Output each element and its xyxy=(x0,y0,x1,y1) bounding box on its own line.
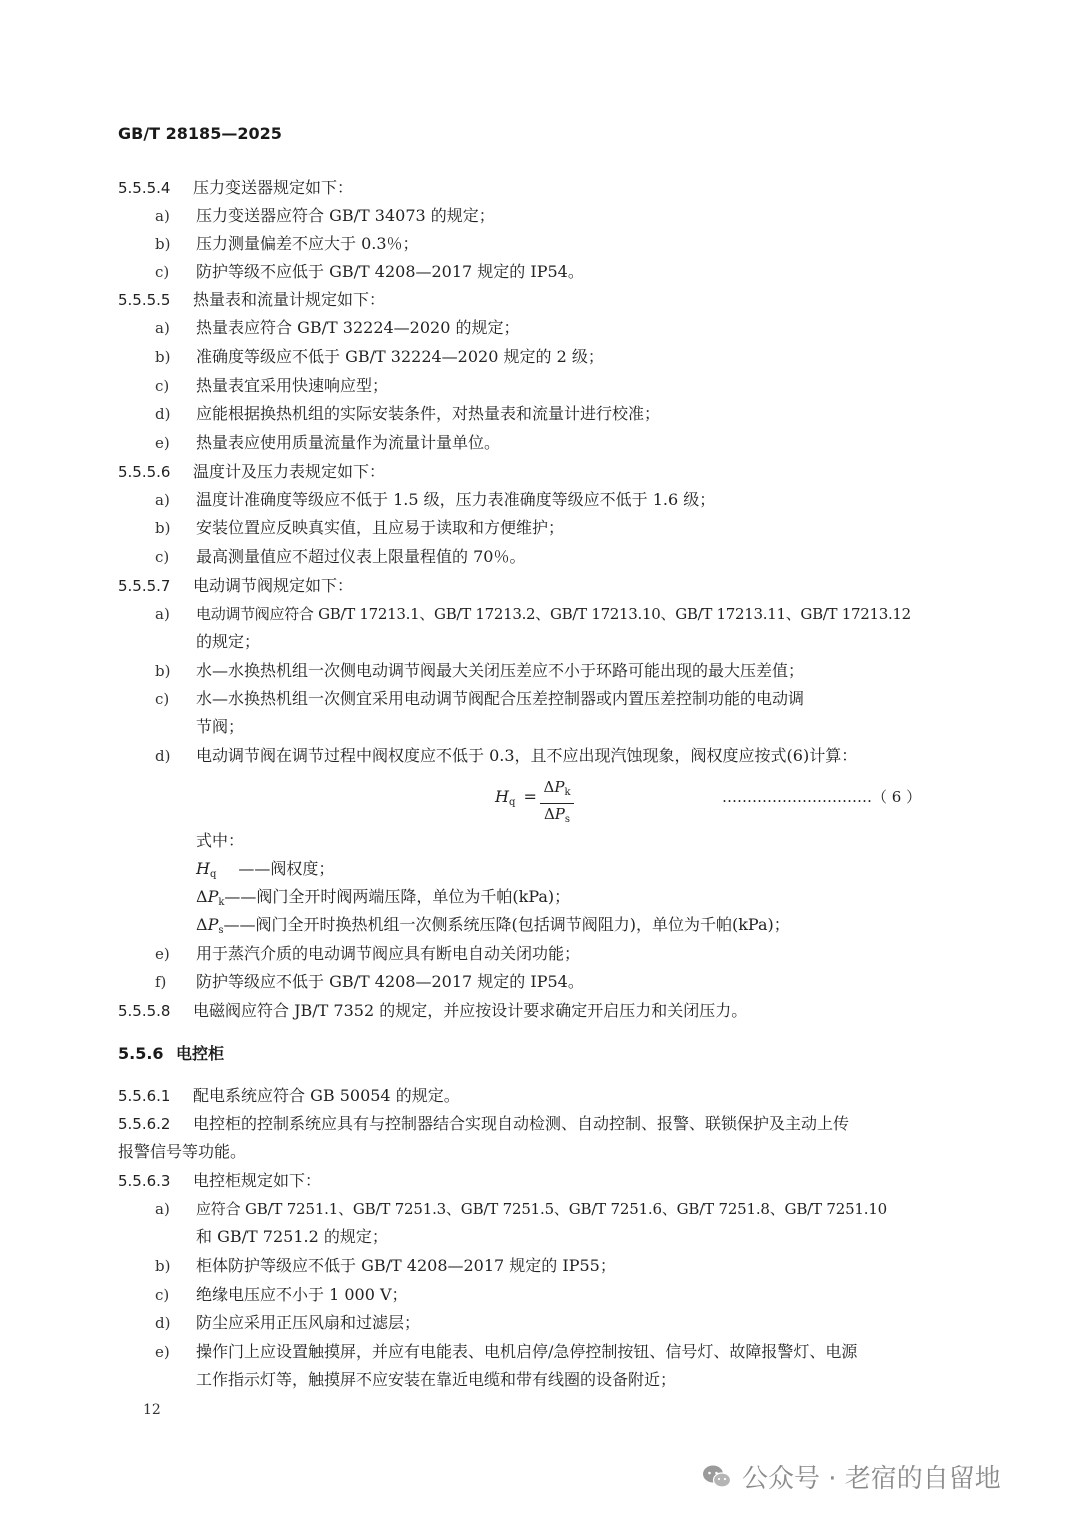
standard-number: GB/T 28185—2025 xyxy=(118,124,282,143)
list-item: 水—水换热机组一次侧电动调节阀最大关闭压差应不小于环路可能出现的最大压差值； xyxy=(196,661,805,680)
item-label: d) xyxy=(155,405,171,423)
list-item-continued: 节阀； xyxy=(196,717,245,736)
list-item: 最高测量值应不超过仪表上限量程值的 70％。 xyxy=(196,547,526,566)
section-title: 电控柜 xyxy=(176,1044,225,1063)
item-label: a) xyxy=(155,207,170,225)
wechat-icon xyxy=(702,1464,732,1490)
formula-equals: = xyxy=(523,787,537,806)
list-item: 温度计准确度等级应不低于 1.5 级，压力表准确度等级应不低于 1.6 级； xyxy=(196,490,716,509)
clause-number: 5.5.5.6 xyxy=(118,463,171,481)
symbol-definition: $H_q$ ——阀权度； xyxy=(196,859,335,880)
list-item: 防护等级应不低于 GB/T 4208—2017 规定的 IP54。 xyxy=(196,972,584,991)
list-item: 压力变送器应符合 GB/T 34073 的规定； xyxy=(196,206,495,225)
symbol-definition: $\Delta P_k——$阀门全开时阀两端压降，单位为千帕(kPa)； xyxy=(196,887,571,908)
list-item: 应能根据换热机组的实际安装条件，对热量表和流量计进行校准； xyxy=(196,404,661,423)
symbol-definition: $\Delta P_s——$阀门全开时换热机组一次侧系统压降(包括调节阀阻力)，单位为千帕(kPa)； xyxy=(196,915,790,936)
clause-number: 5.5.5.7 xyxy=(118,577,171,595)
item-label: a) xyxy=(155,319,170,337)
list-item-continued: 和 GB/T 7251.2 的规定； xyxy=(196,1227,388,1246)
item-label: c) xyxy=(155,263,170,281)
clause-number: 5.5.6.1 xyxy=(118,1087,171,1105)
clause-title: 电控柜规定如下： xyxy=(193,1171,322,1190)
list-item: 用于蒸汽介质的电动调节阀应具有断电自动关闭功能； xyxy=(196,944,581,963)
clause-text: 配电系统应符合 GB 50054 的规定。 xyxy=(193,1086,460,1105)
formula-denominator: $\Delta P_s$ xyxy=(543,805,571,825)
item-label: d) xyxy=(155,1314,171,1332)
clause-text: 电控柜的控制系统应具有与控制器结合实现自动检测、自动控制、报警、联锁保护及主动上传 xyxy=(193,1114,850,1133)
list-item-continued: 的规定； xyxy=(196,632,261,651)
list-item: 防护等级不应低于 GB/T 4208—2017 规定的 IP54。 xyxy=(196,262,584,281)
clause-number: 5.5.6.3 xyxy=(118,1172,171,1190)
clause-title: 电动调节阀规定如下： xyxy=(193,576,354,595)
item-label: c) xyxy=(155,377,170,395)
page-number: 12 xyxy=(143,1402,161,1418)
clause-number: 5.5.5.5 xyxy=(118,291,171,309)
item-label: d) xyxy=(155,747,171,765)
item-label: a) xyxy=(155,1200,170,1218)
section-number: 5.5.6 xyxy=(118,1044,164,1063)
where-label: 式中： xyxy=(196,831,245,850)
list-item: 电动调节阀应符合 GB/T 17213.1、GB/T 17213.2、GB/T 17213.10、GB/T 17213.11、GB/T 17213.12 xyxy=(196,605,911,623)
clause-text-continued: 报警信号等功能。 xyxy=(118,1142,247,1161)
formula-subscript: q xyxy=(508,797,516,808)
formula-fraction xyxy=(540,778,574,829)
formula-numerator: $\Delta P_k$ xyxy=(543,778,571,798)
clause-text: 电磁阀应符合 JB/T 7352 的规定，并应按设计要求确定开启压力和关闭压力。 xyxy=(193,1001,748,1020)
clause-title: 压力变送器规定如下： xyxy=(193,178,354,197)
item-label: f) xyxy=(155,973,167,991)
item-label: b) xyxy=(155,519,171,537)
equation-number: …………………………（ 6 ） xyxy=(722,788,922,806)
item-label: b) xyxy=(155,1257,171,1275)
list-item: 水—水换热机组一次侧宜采用电动调节阀配合压差控制器或内置压差控制功能的电动调 xyxy=(196,689,805,708)
list-item: 柜体防护等级应不低于 GB/T 4208—2017 规定的 IP55； xyxy=(196,1256,616,1275)
list-item: 热量表应符合 GB/T 32224—2020 的规定； xyxy=(196,318,520,337)
list-item: 安装位置应反映真实值，且应易于读取和方便维护； xyxy=(196,518,565,537)
clause-title: 温度计及压力表规定如下： xyxy=(193,462,386,481)
list-item: 热量表宜采用快速响应型； xyxy=(196,376,389,395)
list-item: 热量表应使用质量流量作为流量计量单位。 xyxy=(196,433,501,452)
list-item: 防尘应采用正压风扇和过滤层； xyxy=(196,1313,421,1332)
watermark-text: 公众号 · 老宿的自留地 xyxy=(742,1464,1001,1494)
clause-number: 5.5.5.8 xyxy=(118,1002,171,1020)
item-label: e) xyxy=(155,945,170,963)
fraction-bar xyxy=(540,803,574,804)
item-label: b) xyxy=(155,662,171,680)
item-label: a) xyxy=(155,605,170,623)
list-item: 压力测量偏差不应大于 0.3％； xyxy=(196,234,419,253)
formula-symbol: H xyxy=(495,787,509,806)
list-item: 绝缘电压应不小于 1 000 V； xyxy=(196,1285,408,1304)
item-label: e) xyxy=(155,434,170,452)
item-label: c) xyxy=(155,690,170,708)
clause-title: 热量表和流量计规定如下： xyxy=(193,290,386,309)
list-item: 准确度等级应不低于 GB/T 32224—2020 规定的 2 级； xyxy=(196,347,604,366)
list-item: 操作门上应设置触摸屏，并应有电能表、电机启停/急停控制按钮、信号灯、故障报警灯、电源 xyxy=(196,1342,858,1361)
clause-number: 5.5.5.4 xyxy=(118,179,171,197)
item-label: b) xyxy=(155,348,171,366)
item-label: c) xyxy=(155,548,170,566)
item-label: c) xyxy=(155,1286,170,1304)
watermark xyxy=(702,1458,1001,1495)
formula-lhs xyxy=(495,787,537,813)
list-item: 应符合 GB/T 7251.1、GB/T 7251.3、GB/T 7251.5、GB/T 7251.6、GB/T 7251.8、GB/T 7251.10 xyxy=(196,1200,888,1218)
list-item: 电动调节阀在调节过程中阀权度应不低于 0.3，且不应出现汽蚀现象，阀权度应按式(6)计算： xyxy=(196,746,858,765)
list-item-continued: 工作指示灯等，触摸屏不应安装在靠近电缆和带有线圈的设备附近； xyxy=(196,1370,677,1389)
item-label: b) xyxy=(155,235,171,253)
item-label: e) xyxy=(155,1343,170,1361)
clause-number: 5.5.6.2 xyxy=(118,1115,171,1133)
item-label: a) xyxy=(155,491,170,509)
